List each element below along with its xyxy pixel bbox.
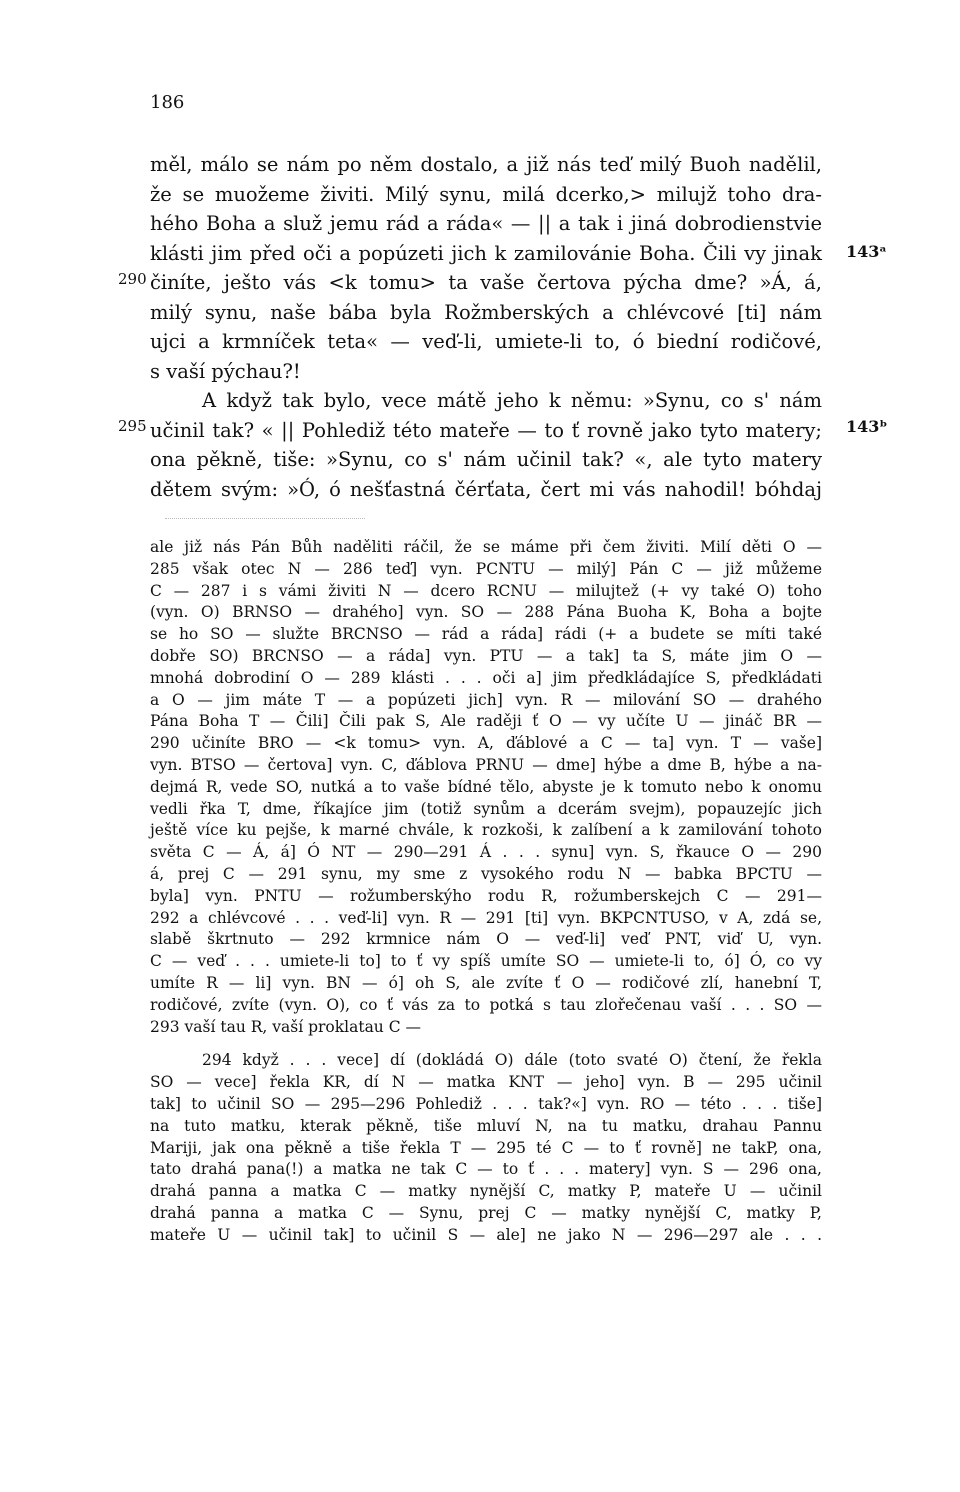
note-line: C — 287 i s vámi živiti N — dcero RCNU — milujtež (+ vy také O) toho	[150, 581, 822, 600]
page-number: 186	[150, 92, 185, 113]
note-line: dejmá R, vede SO, nutká a to vaše bídné tělo, abyste je k tomuto nebo k onomu	[150, 777, 822, 796]
main-text	[150, 150, 822, 504]
note-line: á, prej C — 291 synu, my sme z vysokého rodu N — babka BPCTU —	[150, 864, 822, 883]
critical-apparatus	[150, 537, 822, 1247]
main-text-line: činíte, ješto vás <k tomu> ta vaše čertova pýcha dme? »Á, á,	[150, 271, 822, 294]
line-number-290: 290	[118, 270, 147, 288]
note-line: C — veď . . . umiete-li to] to ť vy spíš umíte SO — umiete-li to, ó] Ó, co vy	[150, 952, 822, 971]
main-text-line: s vaší pýchau?!	[150, 359, 301, 383]
main-text-line: hého Boha a služ jemu rád a ráda« — || a tak i jiná dobrodienstvie	[150, 212, 822, 235]
note-line: na tuto matku, kterak pěkně, tiše mluví N, na tu matku, drahau Pannu	[150, 1116, 822, 1135]
main-text-line: A když tak bylo, vece mátě jeho k němu: »Synu, co s' nám	[202, 389, 822, 412]
note-line: vedli řka T, dme, říkajíce jim (totiž synům a dcerám svejm), popauzejíc jich	[150, 799, 822, 818]
folio-marker-143b: 143ᵇ	[846, 417, 888, 436]
note-line: (vyn. O) BRNSO — drahého] vyn. SO — 288 Pána Buoha K, Boha a bojte	[150, 603, 822, 622]
note-line: 285 však otec N — 286 teď] vyn. PCNTU — milý] Pán C — již můžeme	[150, 559, 822, 578]
note-line: světa C — Á, á] Ó NT — 290—291 Á . . . synu] vyn. S, řkauce O — 290	[150, 843, 822, 862]
note-line: Mariji, jak ona pěkně a tiše řekla T — 295 té C — to ť rovně] ne takP, ona,	[150, 1138, 822, 1157]
main-text-line: ujci a krmníček teta« — veď-li, umiete-li to, ó biední rodičové,	[150, 330, 822, 353]
note-line: se ho SO — služte BRCNSO — rád a ráda] rádi (+ a budete se míti také	[150, 625, 822, 644]
paragraph-gap	[150, 1038, 822, 1050]
divider	[165, 518, 365, 519]
note-line: ještě více ku pejše, k marné chvále, k rozkoši, k zalíbení a k zamilování tohoto	[150, 821, 822, 840]
main-text-line: ona pěkně, tiše: »Synu, co s' nám učinil tak? «, ale tyto matery	[150, 448, 822, 471]
note-line: 292 a chlévcové . . . veď-li] vyn. R — 291 [ti] vyn. BKPCNTUSO, v A, zdá se,	[150, 908, 822, 927]
note-line: dobře SO) BRCNSO — a ráda] vyn. PTU — a tak] ta S, máte jim O —	[150, 646, 822, 665]
line-number-295: 295	[118, 417, 147, 435]
note-line: Pána Boha T — Čili] Čili pak S, Ale raději ť O — vy učíte U — jináč BR —	[150, 712, 822, 731]
note-line: ale již nás Pán Bůh naděliti ráčil, že se máme při čem živiti. Milí děti O —	[150, 538, 822, 556]
main-text-line: milý synu, naše bába byla Rožmberských a chlévcové [ti] nám	[150, 300, 822, 324]
note-line: 290 učiníte BRO — <k tomu> vyn. A, ďáblové a C — ta] vyn. T — vaše]	[150, 734, 822, 753]
main-text-line: měl, málo se nám po něm dostalo, a již nás teď milý Buoh nadělil,	[150, 153, 822, 176]
note-line: 294 když . . . vece] dí (dokládá O) dále (toto svaté O) čtení, že řekla	[202, 1051, 822, 1070]
note-line: a O — jim máte T — a popúzeti jich] vyn. R — milování SO — drahého	[150, 690, 822, 709]
note-line: SO — vece] řekla KR, dí N — matka KNT — jeho] vyn. B — 295 učinil	[150, 1073, 822, 1092]
note-line: rodičové, zvíte (vyn. O), co ť vás za to potká s tau zlořečenau vaší . . . SO —	[150, 995, 822, 1014]
note-line: tato drahá pana(!) a matka ne tak C — to ť . . . matery] vyn. S — 296 ona,	[150, 1160, 822, 1179]
note-line: vyn. BTSO — čertova] vyn. C, ďáblova PRNU — dme] hýbe a dme B, hýbe a na-	[150, 755, 822, 774]
note-line: tak] to učinil SO — 295—296 Pohlediž . . . tak?«] vyn. RO — této . . . tiše]	[150, 1094, 822, 1113]
note-line: mnohá dobrodiní O — 289 klásti . . . oči a] jim předkládajíce S, předkládati	[150, 668, 822, 687]
note-line: byla] vyn. PNTU — rožumberskýho rodu R, rožumberskejch C — 291—	[150, 886, 822, 905]
note-line: drahá panna a matka C — matky nynější C, matky P, mateře U — učinil	[150, 1182, 822, 1201]
main-text-line: učinil tak? « || Pohlediž této mateře — to ť rovně jako tyto matery;	[150, 418, 822, 442]
folio-marker-143a: 143ᵃ	[846, 242, 887, 261]
main-text-line: klásti jim před oči a popúzeti jich k zamilovánie Boha. Čili vy jinak	[150, 241, 822, 265]
note-line: 293 vaší tau R, vaší proklatau C —	[150, 1017, 422, 1036]
note-line: umíte R — li] vyn. BN — ó] oh S, ale zvíte ť O — rodičové zlí, hanební T,	[150, 973, 822, 992]
note-line: slabě škrtnuto — 292 krmnice nám O — veď-li] veď PNT, viď U, vyn.	[150, 930, 822, 949]
note-line: drahá panna a matka C — Synu, prej C — matky nynější C, matky P,	[150, 1203, 822, 1222]
main-text-line: že se muožeme živiti. Milý synu, milá dcerko,> milujž toho dra-	[150, 182, 822, 206]
main-text-line: dětem svým: »Ó, ó nešťastná čérťata, čert mi vás nahodil! bóhdaj	[150, 477, 822, 501]
note-line: mateře U — učinil tak] to učinil S — ale] ne jako N — 296—297 ale . . .	[150, 1225, 822, 1244]
